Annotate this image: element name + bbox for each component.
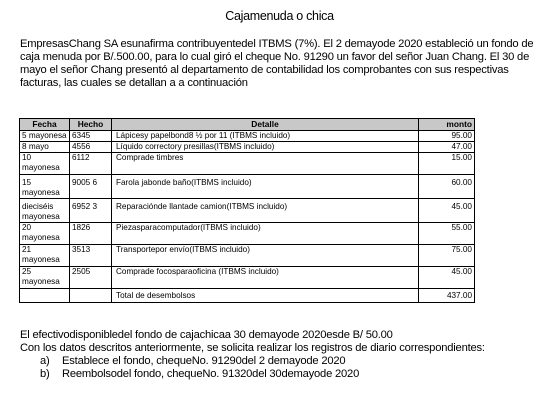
cell-fecha: dieciséis mayonesa xyxy=(20,199,70,223)
table-row xyxy=(20,267,475,289)
cell-hecho: 4556 xyxy=(70,142,112,153)
list-text: Establece el fondo, chequeNo. 91290del 2 demayode 2020 xyxy=(62,355,346,367)
list-item xyxy=(20,368,540,381)
header-monto: monto xyxy=(419,119,475,131)
cell-hecho: 6952 3 xyxy=(70,199,112,223)
table-row xyxy=(20,245,475,267)
cell-detalle: Transportepor envío(ITBMS incluido) xyxy=(112,245,419,267)
cell-empty xyxy=(20,289,70,303)
cell-detalle: Líquido correctory presillas(ITBMS incluido) xyxy=(112,142,419,153)
header-detalle: Detalle xyxy=(112,119,419,131)
cell-monto: 45.00 xyxy=(419,199,475,223)
cell-fecha: 8 mayo xyxy=(20,142,70,153)
cell-hecho: 9005 6 xyxy=(70,175,112,199)
list-text: Reembolsodel fondo, chequeNo. 91320del 30demayode 2020 xyxy=(62,368,360,380)
cell-hecho: 6345 xyxy=(70,131,112,142)
header-fecha: Fecha xyxy=(20,119,70,131)
cell-hecho: 1826 xyxy=(70,223,112,245)
cell-detalle: Reparaciónde llantade camion(ITBMS incluido) xyxy=(112,199,419,223)
instructions-line: Con los datos descritos anteriormente, se solicita realizar los registros de diario correspondientes: xyxy=(20,342,485,354)
expenses-table xyxy=(19,118,475,303)
cell-monto: 95.00 xyxy=(419,131,475,142)
list-marker: b) xyxy=(40,368,50,380)
table-row xyxy=(20,199,475,223)
bottom-section xyxy=(20,329,540,381)
total-value: 437.00 xyxy=(419,289,475,303)
total-label: Total de desembolsos xyxy=(112,289,419,303)
cell-detalle: Comprade timbres xyxy=(112,153,419,175)
document-title: Cajamenuda o chica xyxy=(225,9,334,23)
cell-detalle: Lápicesy papelbond8 ½ por 11 (ITBMS incluido) xyxy=(112,131,419,142)
table-row xyxy=(20,142,475,153)
task-list xyxy=(20,355,540,381)
cell-detalle: Comprade focosparaoficina (ITBMS incluido) xyxy=(112,267,419,289)
table-header-row xyxy=(20,119,475,131)
cell-fecha: 5 mayonesa xyxy=(20,131,70,142)
table-total-row xyxy=(20,289,475,303)
table-row xyxy=(20,175,475,199)
cell-monto: 60.00 xyxy=(419,175,475,199)
cell-monto: 55.00 xyxy=(419,223,475,245)
list-marker: a) xyxy=(40,355,50,367)
cell-detalle: Piezasparacomputador(ITBMS incluido) xyxy=(112,223,419,245)
list-item xyxy=(20,355,540,368)
cell-monto: 47.00 xyxy=(419,142,475,153)
intro-paragraph: EmpresasChang SA esunafirma contribuyentedel ITBMS (7%). El 2 demayode 2020 estableció un fondo de caja menuda por B/.500.00, para lo cual giró el cheque No. 91290 un favor del señor Juan Chang. El 30 de mayo el señor Chang presentó al departamento de contabilidad los comprobantes con sus respectivas facturas, las cuales se detallan a a continuación xyxy=(20,38,534,89)
available-cash-line: El efectivodisponibledel fondo de cajachicaa 30 demayode 2020esde B/ 50.00 xyxy=(20,329,393,341)
cell-hecho: 3513 xyxy=(70,245,112,267)
cell-hecho: 2505 xyxy=(70,267,112,289)
table-row xyxy=(20,223,475,245)
cell-monto: 75.00 xyxy=(419,245,475,267)
cell-fecha: 20 mayonesa xyxy=(20,223,70,245)
cell-fecha: 10 mayonesa xyxy=(20,153,70,175)
header-hecho: Hecho xyxy=(70,119,112,131)
table-row xyxy=(20,131,475,142)
cell-monto: 45.00 xyxy=(419,267,475,289)
table-row xyxy=(20,153,475,175)
cell-fecha: 15 mayonesa xyxy=(20,175,70,199)
cell-monto: 15.00 xyxy=(419,153,475,175)
cell-fecha: 21 mayonesa xyxy=(20,245,70,267)
cell-empty xyxy=(70,289,112,303)
cell-fecha: 25 mayonesa xyxy=(20,267,70,289)
cell-detalle: Farola jabonde baño(ITBMS incluido) xyxy=(112,175,419,199)
cell-hecho: 6112 xyxy=(70,153,112,175)
